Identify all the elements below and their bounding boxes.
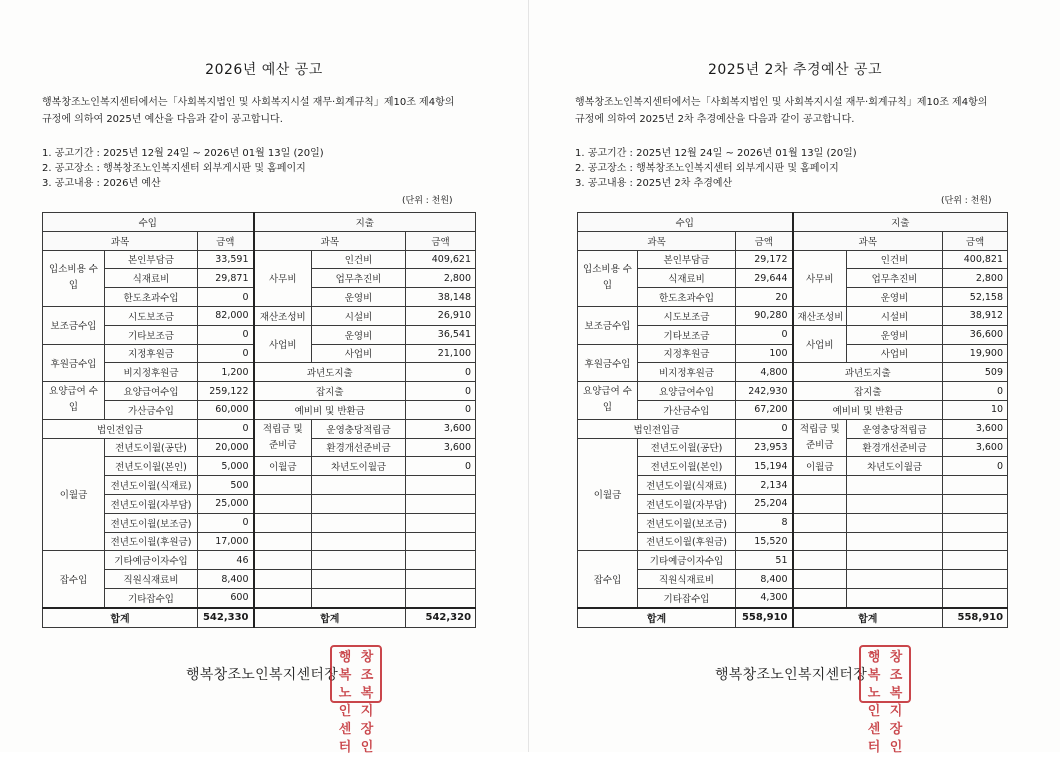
income-header: 수입 (43, 213, 254, 232)
income-amount: 15,194 (736, 457, 793, 476)
expense-amount: 38,912 (943, 306, 1008, 325)
expense-amount: 36,600 (943, 325, 1008, 344)
income-total-label: 합계 (578, 608, 736, 627)
income-amount: 8,400 (198, 570, 254, 589)
notice-content: 3. 공고내용 : 2025년 2차 추경예산 (575, 178, 733, 189)
income-amount: 8,400 (736, 570, 793, 589)
income-amount: 23,953 (736, 438, 793, 457)
expense-amount: 2,800 (406, 269, 476, 288)
expense-group: 사무비 (793, 250, 847, 306)
intro-text (575, 94, 987, 128)
expense-total: 542,320 (406, 608, 476, 627)
income-header: 수입 (578, 213, 793, 232)
income-amount: 0 (736, 325, 793, 344)
income-amount: 0 (736, 419, 793, 438)
income-item: 식재료비 (105, 269, 198, 288)
expense-amount: 0 (406, 382, 476, 401)
expense-item: 운영비 (312, 325, 406, 344)
expense-amount: 0 (406, 363, 476, 382)
expense-header: 지출 (254, 213, 476, 232)
page-title: 2026년 예산 공고 (205, 62, 323, 78)
official-seal (859, 645, 911, 755)
income-group: 이월금 (43, 438, 105, 551)
income-group: 입소비용 수입 (578, 250, 638, 306)
income-amount: 4,800 (736, 363, 793, 382)
expense-amount: 400,821 (943, 250, 1008, 269)
income-group: 후원금수입 (43, 344, 105, 382)
income-item: 전년도이월(자부담) (638, 494, 736, 513)
income-amount: 20 (736, 288, 793, 307)
income-group: 요양급여 수입 (578, 382, 638, 420)
income-amount: 600 (198, 588, 254, 607)
expense-item: 차년도이월금 (312, 457, 406, 476)
expense-amount: 38,148 (406, 288, 476, 307)
expense-amount: 409,621 (406, 250, 476, 269)
income-item: 직원식재료비 (638, 570, 736, 589)
seal-char: 복지 (889, 686, 903, 719)
expense-item: 운영충당적립금 (847, 419, 943, 438)
income-item: 기타보조금 (105, 325, 198, 344)
income-item: 전년도이월(후원금) (105, 532, 198, 551)
budget-table (577, 212, 1008, 628)
income-item: 기타예금이자수입 (105, 551, 198, 570)
expense-group: 재산조성비 (254, 306, 312, 325)
expense-item: 업무추진비 (847, 269, 943, 288)
income-item: 시도보조금 (105, 306, 198, 325)
expense-group: 재산조성비 (793, 306, 847, 325)
income-amount: 0 (198, 325, 254, 344)
expense-group: 적립금 및 준비금 (254, 419, 312, 457)
income-item: 지정후원금 (105, 344, 198, 363)
income-total: 542,330 (198, 608, 254, 627)
expense-group: 사업비 (793, 325, 847, 363)
income-item: 전년도이월(식재료) (105, 476, 198, 495)
income-group: 후원금수입 (578, 344, 638, 382)
income-item: 전년도이월(공단) (105, 438, 198, 457)
income-amount: 0 (198, 344, 254, 363)
income-group: 잡수입 (578, 551, 638, 608)
income-group: 이월금 (578, 438, 638, 551)
expense-amount: 21,100 (406, 344, 476, 363)
income-item: 전년도이월(자부담) (105, 494, 198, 513)
notice-content: 3. 공고내용 : 2026년 예산 (42, 178, 161, 189)
income-group: 요양급여 수입 (43, 382, 105, 420)
expense-item: 업무추진비 (312, 269, 406, 288)
expense-item: 운영비 (312, 288, 406, 307)
income-amount: 5,000 (198, 457, 254, 476)
income-amount: 20,000 (198, 438, 254, 457)
col-amount: 금액 (736, 231, 793, 250)
income-amount: 33,591 (198, 250, 254, 269)
notice-period: 1. 공고기간 : 2025년 12월 24일 ~ 2026년 01월 13일 (20일) (42, 148, 324, 159)
income-amount: 4,300 (736, 588, 793, 607)
expense-item: 환경개선준비금 (847, 438, 943, 457)
issuer-name: 행복창조노인복지센터장 (186, 667, 339, 683)
expense-item: 인건비 (847, 250, 943, 269)
expense-amount: 2,800 (943, 269, 1008, 288)
expense-amount: 509 (943, 363, 1008, 382)
intro-text (42, 94, 454, 128)
seal-char: 센터 (867, 722, 881, 755)
income-total-label: 합계 (43, 608, 198, 627)
income-item: 법인전입금 (578, 419, 736, 438)
income-item: 기타잡수입 (638, 588, 736, 607)
expense-group: 적립금 및 준비금 (793, 419, 847, 457)
expense-amount: 36,541 (406, 325, 476, 344)
income-total: 558,910 (736, 608, 793, 627)
budget-table (42, 212, 476, 628)
notice-place: 2. 공고장소 : 행복창조노인복지센터 외부게시판 및 홈페이지 (42, 163, 306, 174)
expense-amount: 0 (943, 382, 1008, 401)
expense-item: 운영비 (847, 325, 943, 344)
intro-line: 행복창조노인복지센터에서는「사회복지법인 및 사회복지시설 재무·회계규칙」제10조 제4항의 (575, 97, 988, 108)
seal-char: 노인 (867, 686, 881, 719)
income-amount: 25,000 (198, 494, 254, 513)
expense-amount: 0 (406, 400, 476, 419)
income-amount: 67,200 (736, 400, 793, 419)
income-item: 기타잡수입 (105, 588, 198, 607)
income-item: 식재료비 (638, 269, 736, 288)
budget-notice-2026 (0, 0, 528, 755)
income-item: 기타예금이자수입 (638, 551, 736, 570)
income-group: 보조금수입 (43, 306, 105, 344)
income-item: 전년도이월(본인) (105, 457, 198, 476)
page-title: 2025년 2차 추경예산 공고 (707, 62, 883, 78)
income-amount: 29,172 (736, 250, 793, 269)
income-item: 지정후원금 (638, 344, 736, 363)
income-item: 한도초과수입 (638, 288, 736, 307)
income-group: 입소비용 수입 (43, 250, 105, 306)
income-amount: 0 (198, 419, 254, 438)
seal-char: 장인 (889, 722, 903, 755)
income-amount: 2,134 (736, 476, 793, 495)
income-item: 전년도이월(후원금) (638, 532, 736, 551)
expense-amount: 52,158 (943, 288, 1008, 307)
income-amount: 15,520 (736, 532, 793, 551)
income-item: 비지정후원금 (105, 363, 198, 382)
expense-group: 이월금 (793, 457, 847, 476)
income-amount: 259,122 (198, 382, 254, 401)
col-subject: 과목 (43, 231, 198, 250)
expense-amount: 0 (406, 457, 476, 476)
income-item: 요양급여수입 (105, 382, 198, 401)
expense-amount: 3,600 (406, 419, 476, 438)
expense-item: 환경개선준비금 (312, 438, 406, 457)
income-item: 법인전입금 (43, 419, 198, 438)
income-amount: 0 (198, 513, 254, 532)
expense-amount: 26,910 (406, 306, 476, 325)
expense-item: 차년도이월금 (847, 457, 943, 476)
income-item: 시도보조금 (638, 306, 736, 325)
income-item: 가산금수입 (105, 400, 198, 419)
income-item: 요양급여수입 (638, 382, 736, 401)
seal-char: 창조 (360, 650, 374, 683)
income-item: 전년도이월(보조금) (105, 513, 198, 532)
income-amount: 51 (736, 551, 793, 570)
seal-char: 노인 (338, 686, 352, 719)
income-item: 기타보조금 (638, 325, 736, 344)
income-amount: 82,000 (198, 306, 254, 325)
notice-items (575, 146, 857, 191)
income-item: 본인부담금 (638, 250, 736, 269)
seal-char: 복지 (360, 686, 374, 719)
col-amount: 금액 (406, 231, 476, 250)
expense-amount: 10 (943, 400, 1008, 419)
income-amount: 46 (198, 551, 254, 570)
intro-line: 규정에 의하여 2025년 예산을 다음과 같이 공고합니다. (42, 114, 283, 125)
col-subject: 과목 (254, 231, 406, 250)
col-subject: 과목 (793, 231, 943, 250)
unit-label: (단위 : 천원) (941, 196, 992, 206)
income-item: 한도초과수입 (105, 288, 198, 307)
expense-item: 잡지출 (254, 382, 406, 401)
seal-char: 장인 (360, 722, 374, 755)
income-amount: 29,644 (736, 269, 793, 288)
expense-item: 사업비 (847, 344, 943, 363)
expense-group: 이월금 (254, 457, 312, 476)
income-item: 비지정후원금 (638, 363, 736, 382)
income-amount: 17,000 (198, 532, 254, 551)
income-amount: 60,000 (198, 400, 254, 419)
expense-total-label: 합계 (254, 608, 406, 627)
income-item: 전년도이월(공단) (638, 438, 736, 457)
income-amount: 90,280 (736, 306, 793, 325)
official-seal (330, 645, 382, 755)
expense-amount: 3,600 (943, 419, 1008, 438)
expense-amount: 3,600 (943, 438, 1008, 457)
income-item: 전년도이월(식재료) (638, 476, 736, 495)
notice-items (42, 146, 324, 191)
expense-total-label: 합계 (793, 608, 943, 627)
expense-item: 운영충당적립금 (312, 419, 406, 438)
seal-char: 센터 (338, 722, 352, 755)
expense-amount: 19,900 (943, 344, 1008, 363)
income-item: 전년도이월(본인) (638, 457, 736, 476)
expense-item: 과년도지출 (254, 363, 406, 382)
income-group: 보조금수입 (578, 306, 638, 344)
income-amount: 242,930 (736, 382, 793, 401)
intro-line: 규정에 의하여 2025년 2차 추경예산을 다음과 같이 공고합니다. (575, 114, 855, 125)
income-item: 전년도이월(보조금) (638, 513, 736, 532)
expense-group: 사업비 (254, 325, 312, 363)
income-amount: 500 (198, 476, 254, 495)
income-amount: 0 (198, 288, 254, 307)
income-amount: 29,871 (198, 269, 254, 288)
income-amount: 1,200 (198, 363, 254, 382)
expense-item: 과년도지출 (793, 363, 943, 382)
col-amount: 금액 (198, 231, 254, 250)
expense-amount: 3,600 (406, 438, 476, 457)
intro-line: 행복창조노인복지센터에서는「사회복지법인 및 사회복지시설 재무·회계규칙」제10조 제4항의 (42, 97, 455, 108)
income-amount: 25,204 (736, 494, 793, 513)
seal-char: 행복 (867, 650, 881, 683)
expense-header: 지출 (793, 213, 1008, 232)
income-item: 본인부담금 (105, 250, 198, 269)
expense-group: 사무비 (254, 250, 312, 306)
income-amount: 8 (736, 513, 793, 532)
expense-item: 인건비 (312, 250, 406, 269)
income-group: 잡수입 (43, 551, 105, 608)
income-amount: 100 (736, 344, 793, 363)
expense-item: 시설비 (847, 306, 943, 325)
expense-item: 잡지출 (793, 382, 943, 401)
col-amount: 금액 (943, 231, 1008, 250)
expense-total: 558,910 (943, 608, 1008, 627)
expense-item: 사업비 (312, 344, 406, 363)
expense-item: 예비비 및 반환금 (254, 400, 406, 419)
expense-amount: 0 (943, 457, 1008, 476)
unit-label: (단위 : 천원) (402, 196, 453, 206)
issuer-name: 행복창조노인복지센터장 (715, 667, 868, 683)
expense-item: 운영비 (847, 288, 943, 307)
notice-period: 1. 공고기간 : 2025년 12월 24일 ~ 2026년 01월 13일 (20일) (575, 148, 857, 159)
notice-place: 2. 공고장소 : 행복창조노인복지센터 외부게시판 및 홈페이지 (575, 163, 839, 174)
col-subject: 과목 (578, 231, 736, 250)
income-item: 직원식재료비 (105, 570, 198, 589)
expense-item: 시설비 (312, 306, 406, 325)
seal-char: 창조 (889, 650, 903, 683)
supplementary-budget-notice-2025 (528, 0, 1060, 755)
income-item: 가산금수입 (638, 400, 736, 419)
seal-char: 행복 (338, 650, 352, 683)
expense-item: 예비비 및 반환금 (793, 400, 943, 419)
